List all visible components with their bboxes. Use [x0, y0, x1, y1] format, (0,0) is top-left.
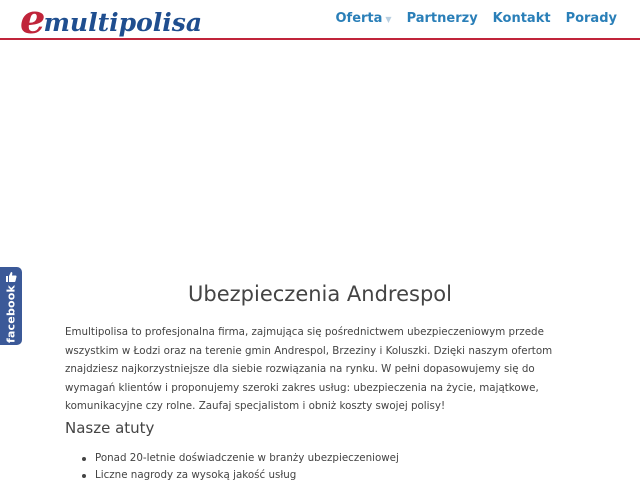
- nav-item-oferta[interactable]: [335, 11, 391, 26]
- list-item: Ponad 20-letnie doświadczenie w branży ubezpieczeniowej: [80, 450, 600, 467]
- logo-letter: e: [20, 0, 46, 43]
- site-logo[interactable]: [20, 0, 203, 43]
- chevron-down-icon: ▼: [385, 15, 392, 24]
- nav-item-kontakt[interactable]: Kontakt: [492, 11, 551, 26]
- nav-item-partnerzy[interactable]: Partnerzy: [406, 11, 478, 26]
- nav-item-porady[interactable]: Porady: [565, 11, 617, 26]
- logo-text: multipolisa: [43, 8, 203, 37]
- facebook-tab[interactable]: [0, 267, 22, 345]
- features-list: [80, 450, 600, 480]
- page-title: Ubezpieczenia Andrespol: [188, 282, 452, 306]
- intro-paragraph: Emultipolisa to profesjonalna firma, zajmująca się pośrednictwem ubezpieczeniowym przede wszystkim w Łodzi oraz na terenie gmin Andrespol, Brzeziny i Koluszki. Dzięki naszym ofertom znajdziesz najkorzystniejsze dla siebie rozwiązania na rynku. W pełni dopasowujemy się do wymagań klientów i proponujemy szeroki zakres usług: ubezpieczenia na życie, majątkowe, komunikacyjne czy rolne. Zaufaj specjalistom i obniż koszty swojej polisy!: [65, 326, 553, 413]
- list-item: Liczne nagrody za wysoką jakość usług: [80, 467, 600, 480]
- site-header: [0, 0, 640, 43]
- main-nav: [335, 11, 617, 26]
- facebook-label: facebook: [4, 284, 18, 344]
- section-title: Nasze atuty: [65, 419, 155, 437]
- nav-item-label: Oferta: [335, 11, 383, 26]
